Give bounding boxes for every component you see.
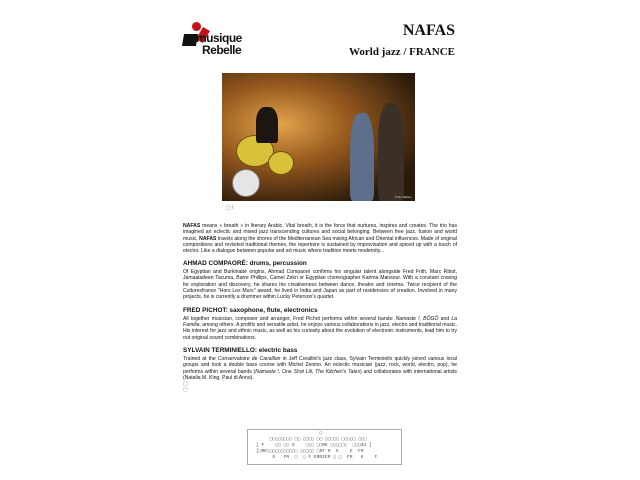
footer-line: ▢▢▢▢▢▢▢▢ ▢▢ ▢▢▢▢ ▢▢ ▢▢▢▢▢ ▢▢▢▢▢ ▢▢▢ [256,437,367,442]
page-title: NAFAS [402,22,455,39]
musique-rebelle-logo [183,20,247,56]
band-photo [222,73,415,201]
page-subtitle: World jazz / FRANCE [348,46,455,58]
logo-red-dot [192,22,201,31]
member-heading: AHMAD COMPAORÉ: drums, percussion [183,259,307,267]
caption-marks: ▢ I [226,205,234,211]
footer-line: ▢ [256,431,323,436]
photo-credit: ©Yan Bellery [394,195,412,199]
drummer-figure [256,107,278,143]
bassist-figure [350,113,374,201]
footer-line: [ F ▢▢ ▢▢ O ▢▢▢ ▢▢RE ▢▢▢▢▢▢ ▢▢▢$1 ] [256,443,372,448]
member-bio: Trained at the Conservatoire de Cavaillon in Jeff Corallini's jazz class, Sylvain Terminiello quickly joined various local groups and took a double bass course with Michel Zenino. An eclectic musician (jazz, rock, world, electro, pop), he performs within several bands (Namaste !, One Shot Lili, The Kitchen's Tales) and collaborates with international artists (Natalia M. King, Paul di Anno). [183,356,457,382]
logo-line-2: Rebelle [202,43,242,57]
drum-kit-shape [268,151,294,175]
bass-drum-shape [232,169,260,197]
footer-line: [▢RE▢▢▢▢▢▢▢▢▢▢▢ ▢▢▢▢▢ ▢DF R E E FR [256,449,364,454]
footer-line: E FR ▢ ▢ F ERNIER ▢ ▢ FR K F [256,455,378,460]
band-name: NAFAS [199,235,217,242]
member-heading: SYLVAIN TERMINIELLO: electric bass [183,347,298,355]
trailing-mark: ▢ [183,387,188,394]
logo-line-1: musique [196,31,242,45]
saxophonist-figure [378,103,404,201]
member-section-compaore [183,260,457,301]
intro-paragraph: NAFAS means « breath » in literary Arabic. Vital breath, it is the force that nurtures, inspires and creates. The trio has imagined an eclectic and mixed jazz transcending cultures and social belonging. Between free jazz, fusion and world music, NAFAS travels along the shores of the Mediterranean Sea mixing African and Oriental influences. Made of original compositions and revisited traditional themes, the repertoire is sustained by improvisation and spiced up with a touch of electro. Like a dialogue between popular and art music where tradition meets modernity... [183,223,458,255]
footer-box [247,429,402,465]
member-section-terminiello [183,347,457,393]
trailing-mark: ▢ [183,381,188,388]
member-bio: All together musician, composer and arranger, Fred Pichot performs within several bands: Namaste !, BÔGÔ and La Familia, among others. A prolific and versatile artist, he enjoys various collaborations in jazz, electro and traditional music. His interest for jazz and ethnic music, as well as his curiosity about the evolution of electronic instruments, lead him to try out original sound combinations. [183,315,457,341]
document-body [183,223,457,399]
member-section-pichot [183,307,457,341]
member-heading: FRED PICHOT: saxophone, flute, electronics [183,306,318,314]
member-bio: Of Egyptian and Burkinabè origins, Ahmad Compaoré confirms his singular talent alongside Fred Frith, Marc Ribot, Jamaaladeen Tacuma, Barre Phillips, Camel Zekri or Egyptian choreographer Karima Mansour. With a constant craving for exploration and discovery, he shares his creativeness between dance, theatre and cinema. Twice recipient of the Culturesfrance "Hors Les Murs" award, he lived in India and Japan as part of residencies of creation. Involved in many projects, he is currently a drummer within Lucky Peterson's quartet. [183,268,457,301]
band-name: NAFAS [183,223,201,229]
